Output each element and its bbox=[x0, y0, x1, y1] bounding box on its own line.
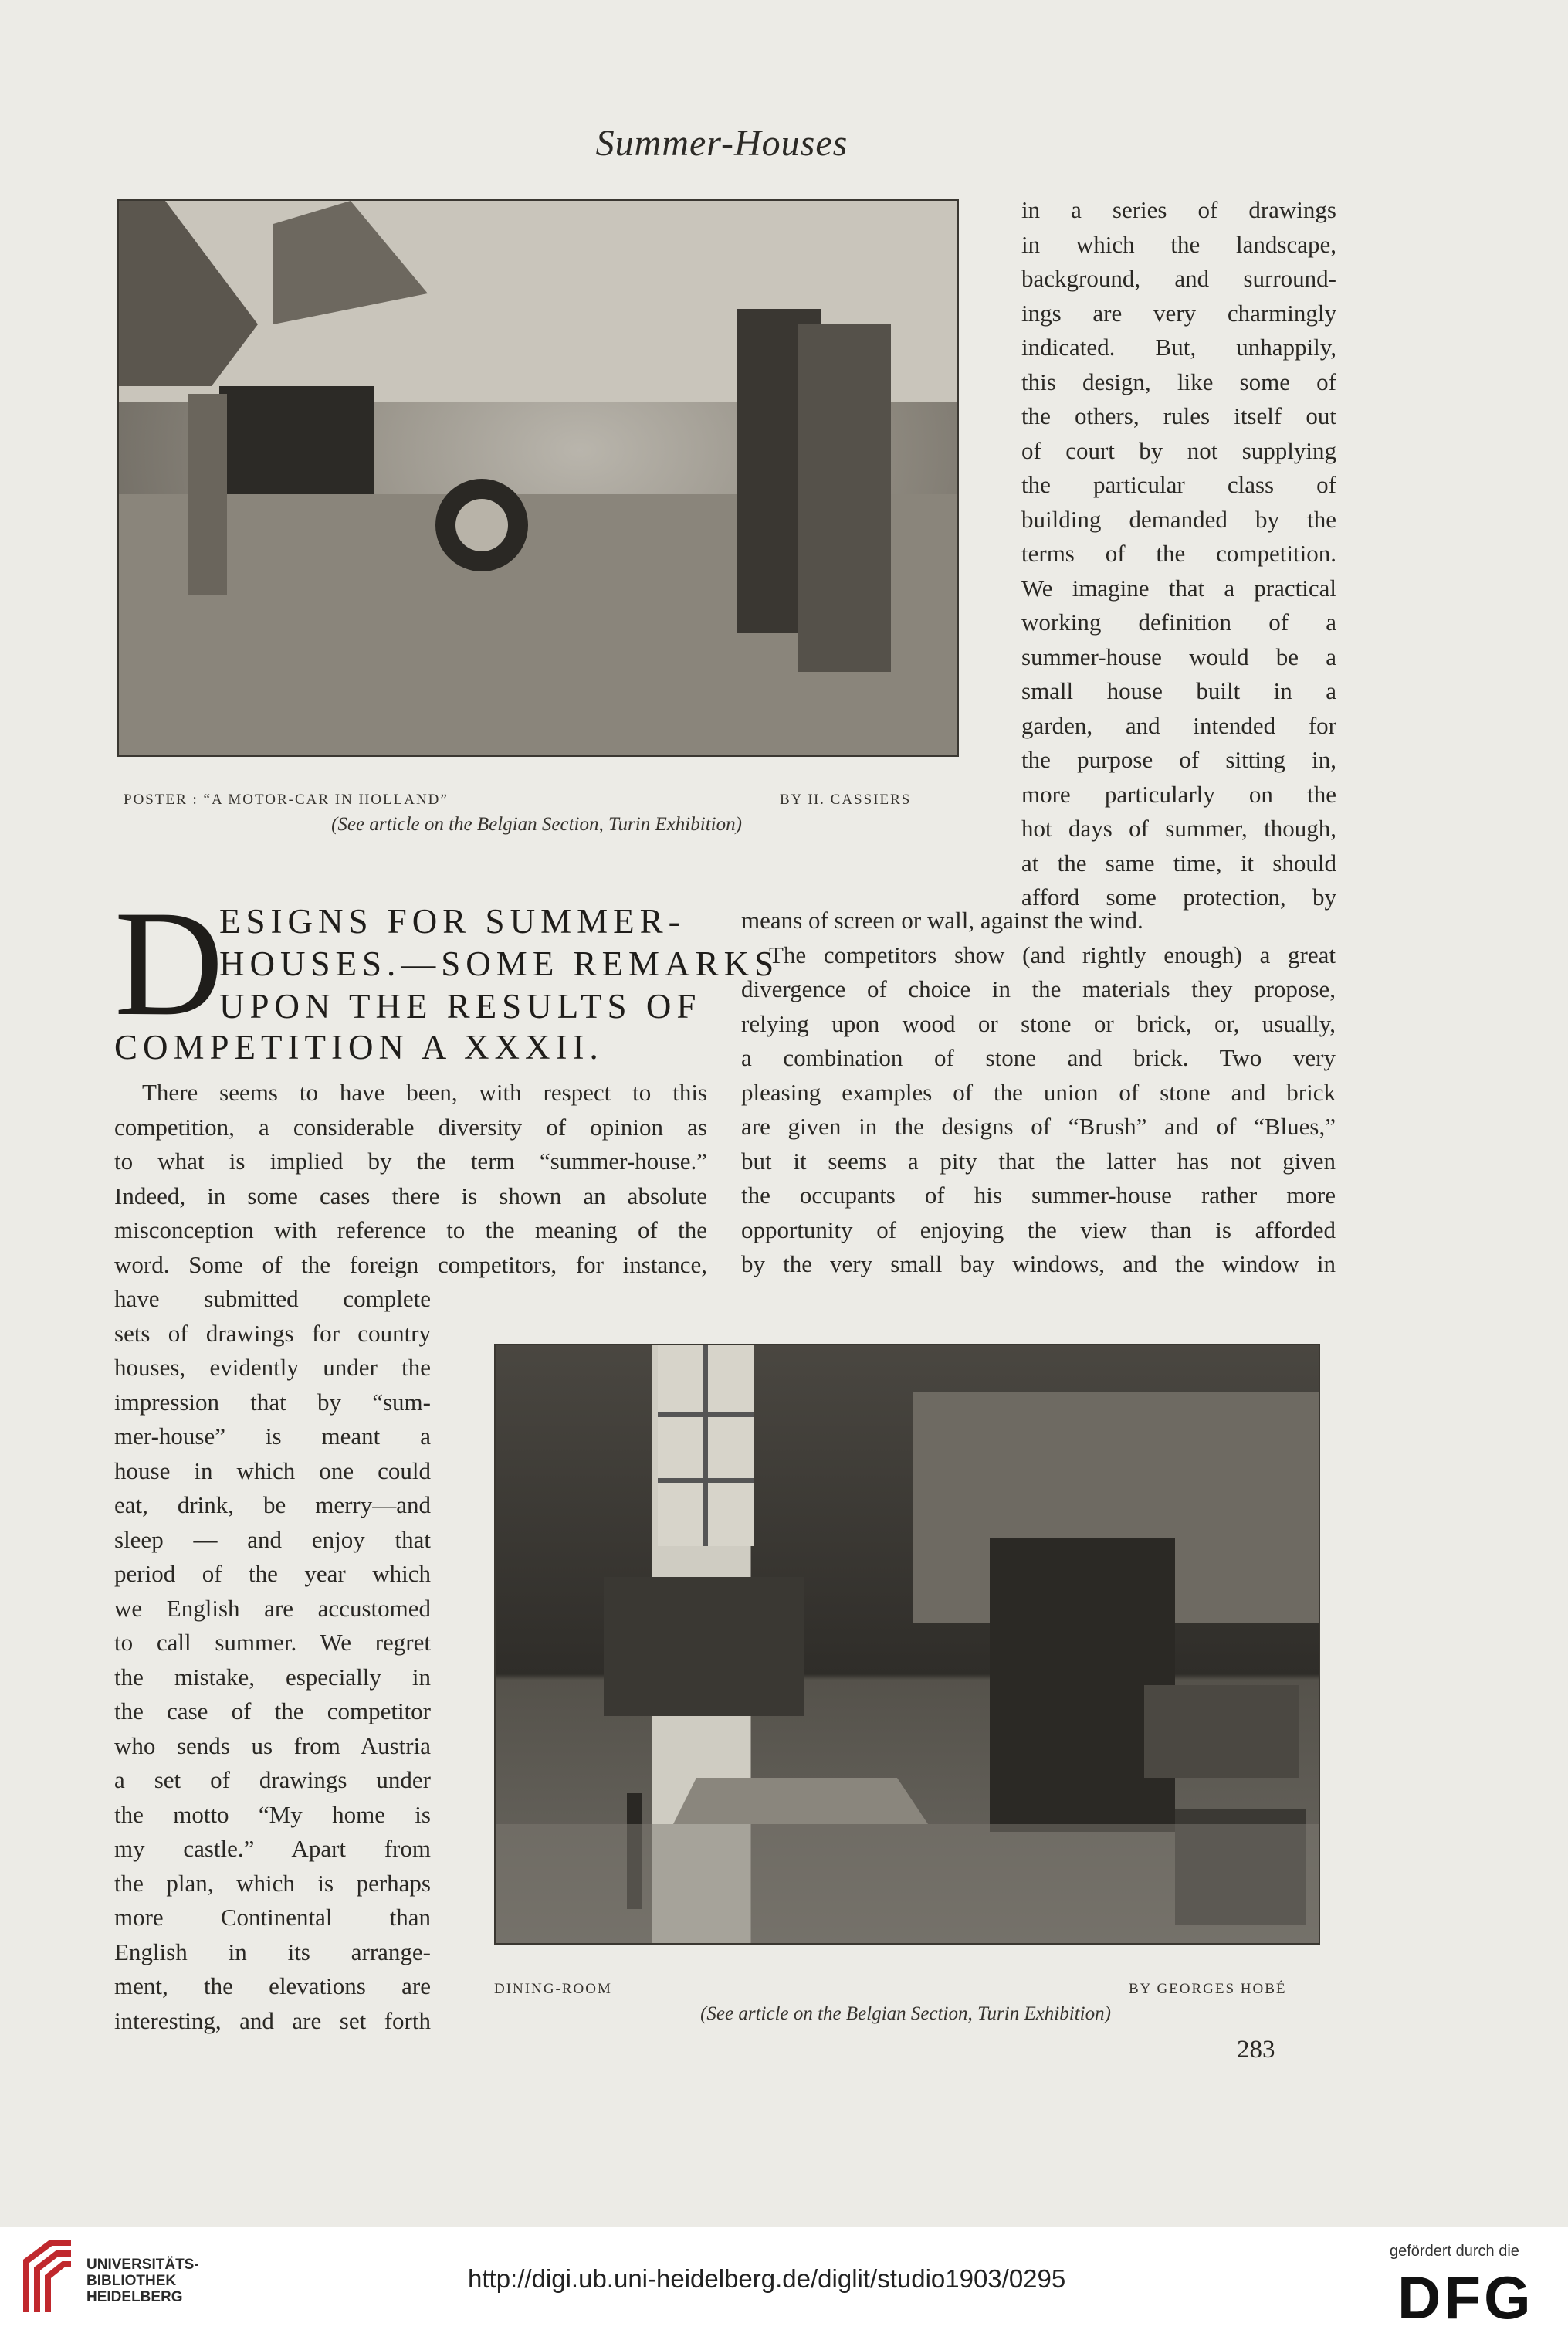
text-line: indicated. But, unhappily, bbox=[1021, 334, 1336, 361]
text-line: we English are accustomed bbox=[114, 1594, 431, 1622]
text-line: the motto “My home is bbox=[114, 1800, 431, 1828]
right-column-top bbox=[1021, 193, 1336, 915]
text-line: garden, and intended for bbox=[1021, 711, 1336, 739]
text-line: to call summer. We regret bbox=[114, 1629, 431, 1656]
text-line: We imagine that a practical bbox=[1021, 574, 1336, 602]
page-number: 283 bbox=[1237, 2036, 1275, 2064]
text-line: opportunity of enjoying the view than is afforded bbox=[741, 1216, 1336, 1243]
figure1-caption-artist: BY H. CASSIERS bbox=[780, 792, 912, 808]
figure1-caption-note: (See article on the Belgian Section, Turin Exhibition) bbox=[331, 814, 742, 835]
article-heading-line-3: UPON THE RESULTS OF bbox=[219, 987, 702, 1026]
text-line: impression that by “sum- bbox=[114, 1388, 431, 1416]
text-line: divergence of choice in the materials they propose, bbox=[741, 975, 1336, 1002]
library-logo-icon bbox=[20, 2238, 77, 2320]
text-line: working definition of a bbox=[1021, 609, 1336, 636]
text-line: my castle.” Apart from bbox=[114, 1835, 431, 1862]
text-line: at the same time, it should bbox=[1021, 849, 1336, 877]
text-line: the purpose of sitting in, bbox=[1021, 746, 1336, 773]
text-line: this design, like some of bbox=[1021, 368, 1336, 395]
text-line: word. Some of the foreign competitors, for instance, bbox=[114, 1250, 707, 1278]
text-line: small house built in a bbox=[1021, 677, 1336, 704]
drop-cap: D bbox=[114, 880, 224, 1047]
library-name-line-1: UNIVERSITÄTS- bbox=[86, 2257, 199, 2273]
text-line: but it seems a pity that the latter has not given bbox=[741, 1147, 1336, 1175]
text-line: misconception with reference to the meaning of the bbox=[114, 1216, 707, 1243]
library-name-line-3: HEIDELBERG bbox=[86, 2289, 183, 2305]
text-line: eat, drink, be merry—and bbox=[114, 1491, 431, 1518]
text-line: terms of the competition. bbox=[1021, 540, 1336, 567]
text-line: hot days of summer, though, bbox=[1021, 815, 1336, 842]
text-line: by the very small bay windows, and the window in bbox=[741, 1250, 1336, 1277]
text-line: relying upon wood or stone or brick, or, usually, bbox=[741, 1009, 1336, 1037]
text-line: Indeed, in some cases there is shown an absolute bbox=[114, 1182, 707, 1209]
text-line: mer-house” is meant a bbox=[114, 1423, 431, 1450]
text-line: interesting, and are set forth bbox=[114, 2006, 431, 2034]
text-line: pleasing examples of the union of stone and brick bbox=[741, 1078, 1336, 1106]
text-line: are given in the designs of “Brush” and of “Blues,” bbox=[741, 1113, 1336, 1140]
text-line: the plan, which is perhaps bbox=[114, 1869, 431, 1897]
text-line: competition, a considerable diversity of opinion as bbox=[114, 1113, 707, 1141]
running-head: Summer-Houses bbox=[595, 123, 848, 164]
text-line: in a series of drawings bbox=[1021, 196, 1336, 223]
text-line: a combination of stone and brick. Two very bbox=[741, 1044, 1336, 1071]
text-line: summer-house would be a bbox=[1021, 643, 1336, 670]
text-line: the case of the competitor bbox=[114, 1697, 431, 1724]
text-line: the particular class of bbox=[1021, 471, 1336, 498]
dining-room-photograph bbox=[494, 1344, 1320, 1945]
text-line: the others, rules itself out bbox=[1021, 402, 1336, 429]
text-line: building demanded by the bbox=[1021, 505, 1336, 533]
figure1-caption-title: POSTER : “A MOTOR-CAR IN HOLLAND” bbox=[124, 792, 449, 808]
figure2-caption-title: DINING-ROOM bbox=[494, 1981, 612, 1997]
text-line: have submitted complete bbox=[114, 1285, 431, 1312]
text-line: in which the landscape, bbox=[1021, 230, 1336, 258]
poster-illustration bbox=[117, 199, 959, 757]
text-line: to what is implied by the term “summer-house.” bbox=[114, 1148, 707, 1175]
text-line: more Continental than bbox=[114, 1904, 431, 1931]
text-line: ment, the elevations are bbox=[114, 1972, 431, 1999]
permalink-url[interactable]: http://digi.ub.uni-heidelberg.de/diglit/studio1903/0295 bbox=[468, 2264, 1066, 2293]
article-heading-line-2: HOUSES.—SOME REMARKS bbox=[219, 944, 780, 983]
dfg-logo: DFG bbox=[1397, 2264, 1534, 2332]
text-line: who sends us from Austria bbox=[114, 1731, 431, 1759]
text-line: The competitors show (and rightly enough) a great bbox=[769, 941, 1336, 968]
text-line: means of screen or wall, against the wind. bbox=[741, 907, 1143, 934]
left-column-narrow bbox=[114, 1282, 431, 2038]
left-column-body bbox=[114, 1076, 707, 1282]
text-line: background, and surround- bbox=[1021, 265, 1336, 292]
library-name bbox=[86, 2257, 199, 2305]
library-name-line-2: BIBLIOTHEK bbox=[86, 2273, 177, 2289]
text-line: afford some protection, by bbox=[1021, 883, 1336, 911]
digitization-footer bbox=[0, 2227, 1568, 2340]
text-line: houses, evidently under the bbox=[114, 1354, 431, 1381]
figure2-caption-artist: BY GEORGES HOBÉ bbox=[1129, 1981, 1287, 1997]
text-line: period of the year which bbox=[114, 1560, 431, 1587]
text-line: house in which one could bbox=[114, 1457, 431, 1484]
text-line: more particularly on the bbox=[1021, 780, 1336, 808]
text-line: sleep — and enjoy that bbox=[114, 1525, 431, 1553]
text-line: a set of drawings under bbox=[114, 1766, 431, 1793]
text-line: of court by not supplying bbox=[1021, 436, 1336, 464]
article-heading-line-1: ESIGNS FOR SUMMER- bbox=[219, 902, 686, 941]
sponsor-text: gefördert durch die bbox=[1390, 2243, 1519, 2260]
text-line: sets of drawings for country bbox=[114, 1319, 431, 1347]
text-line: ings are very charmingly bbox=[1021, 299, 1336, 327]
right-column-bottom bbox=[741, 904, 1336, 1282]
text-line: the occupants of his summer-house rather more bbox=[741, 1182, 1336, 1209]
text-line: the mistake, especially in bbox=[114, 1663, 431, 1691]
figure2-caption-note: (See article on the Belgian Section, Turin Exhibition) bbox=[700, 2003, 1111, 2024]
text-line: English in its arrange- bbox=[114, 1938, 431, 1965]
text-line: There seems to have been, with respect to this bbox=[142, 1079, 707, 1106]
article-heading-line-4: COMPETITION A XXXII. bbox=[114, 1028, 604, 1067]
